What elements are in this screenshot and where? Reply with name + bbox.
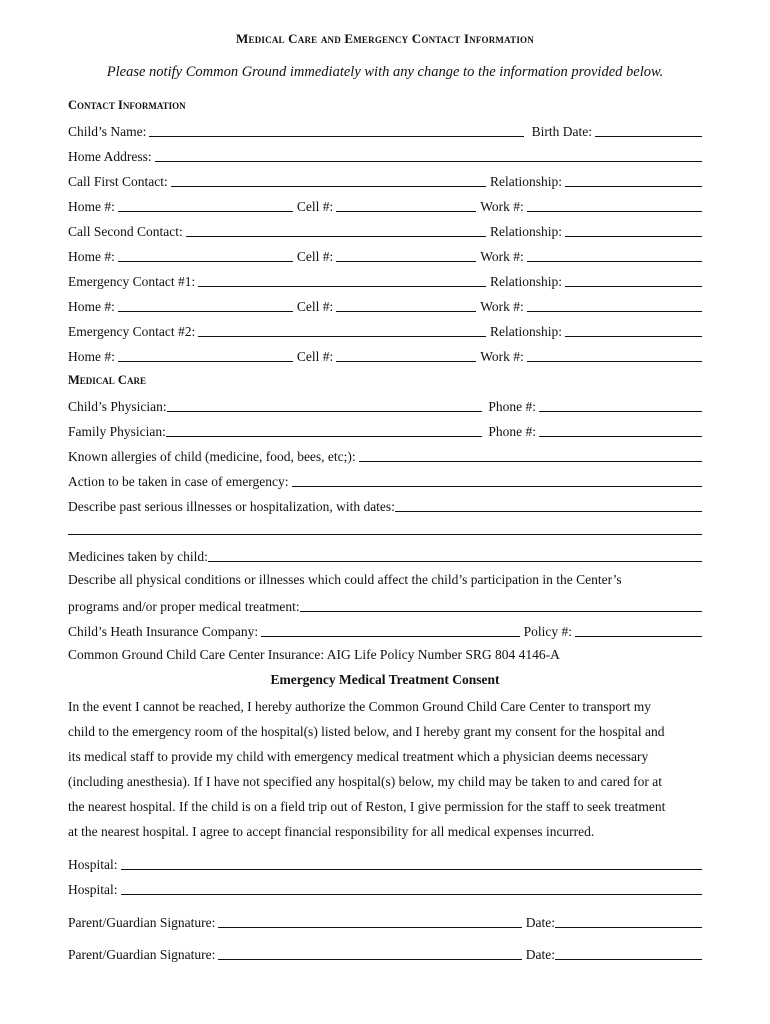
family-physician-row xyxy=(68,420,702,440)
medical-section-heading: Medical Care xyxy=(68,373,146,387)
signature-label: Parent/Guardian Signature: xyxy=(68,915,216,930)
childs-physician-field[interactable] xyxy=(167,397,483,412)
medicines-field[interactable] xyxy=(208,547,702,562)
consent-line: its medical staff to provide my child with emergency medical treatment which a physician deems necessary xyxy=(68,749,649,764)
hospital-label: Hospital: xyxy=(68,882,118,897)
medicines-row xyxy=(68,545,702,565)
first-home-phone-field[interactable] xyxy=(118,197,293,212)
work-phone-label: Work #: xyxy=(480,199,524,214)
insurance-company-field[interactable] xyxy=(261,622,520,637)
first-relationship-field[interactable] xyxy=(565,172,702,187)
cell-phone-label: Cell #: xyxy=(296,349,334,364)
emergency1-phones-row xyxy=(68,295,702,315)
home-address-row xyxy=(68,145,702,165)
signature2-date-field[interactable] xyxy=(555,945,702,960)
home-phone-label: Home #: xyxy=(68,199,115,214)
first-phones-row xyxy=(68,195,702,215)
date-label: Date: xyxy=(525,947,555,962)
first-work-phone-field[interactable] xyxy=(527,197,702,212)
illnesses-continuation-field[interactable] xyxy=(68,534,702,535)
illnesses-field[interactable] xyxy=(395,497,702,512)
emergency2-field[interactable] xyxy=(198,322,486,337)
date-label: Date: xyxy=(525,915,555,930)
policy-number-field[interactable] xyxy=(575,622,702,637)
change-notice: Please notify Common Ground immediately with any change to the information provided below. xyxy=(106,64,664,80)
phone-label: Phone #: xyxy=(488,424,536,439)
cell-phone-label: Cell #: xyxy=(296,199,334,214)
center-insurance-text: Common Ground Child Care Center Insurance: AIG Life Policy Number SRG 804 4146-A xyxy=(68,647,560,662)
emergency1-work-phone-field[interactable] xyxy=(527,297,702,312)
consent-line: at the nearest hospital. I agree to accept financial responsibility for all medical expenses incurred. xyxy=(68,824,595,839)
emergency-action-field[interactable] xyxy=(292,472,702,487)
emergency1-home-phone-field[interactable] xyxy=(118,297,293,312)
contact-section-heading: Contact Information xyxy=(68,98,186,112)
childs-physician-phone-field[interactable] xyxy=(539,397,702,412)
second-contact-label: Call Second Contact: xyxy=(68,224,183,239)
second-phones-row xyxy=(68,245,702,265)
hospital1-field[interactable] xyxy=(121,855,703,870)
family-physician-field[interactable] xyxy=(166,422,482,437)
emergency1-field[interactable] xyxy=(198,272,486,287)
hospital-label: Hospital: xyxy=(68,857,118,872)
insurance-company-label: Child’s Heath Insurance Company: xyxy=(68,624,259,639)
childs-physician-label: Child’s Physician: xyxy=(68,399,167,414)
allergies-label: Known allergies of child (medicine, food, bees, etc;): xyxy=(68,449,356,464)
emergency1-cell-phone-field[interactable] xyxy=(336,297,476,312)
relationship-label: Relationship: xyxy=(490,274,562,289)
child-name-row xyxy=(68,120,702,140)
phone-label: Phone #: xyxy=(488,399,536,414)
signature2-field[interactable] xyxy=(218,945,521,960)
signature-label: Parent/Guardian Signature: xyxy=(68,947,216,962)
consent-line: child to the emergency room of the hospital(s) listed below, and I hereby grant my consent for the hospital and xyxy=(68,724,665,739)
second-contact-row xyxy=(68,220,702,240)
consent-title: Emergency Medical Treatment Consent xyxy=(270,672,500,687)
medicines-label: Medicines taken by child: xyxy=(68,549,208,564)
illnesses-row xyxy=(68,495,702,515)
family-physician-phone-field[interactable] xyxy=(539,422,702,437)
emergency-action-row xyxy=(68,470,702,490)
second-cell-phone-field[interactable] xyxy=(336,247,476,262)
first-contact-label: Call First Contact: xyxy=(68,174,168,189)
work-phone-label: Work #: xyxy=(480,249,524,264)
cell-phone-label: Cell #: xyxy=(296,249,334,264)
cell-phone-label: Cell #: xyxy=(296,299,334,314)
work-phone-label: Work #: xyxy=(480,299,524,314)
illnesses-label: Describe past serious illnesses or hospitalization, with dates: xyxy=(68,499,395,514)
consent-paragraph xyxy=(68,694,728,844)
home-phone-label: Home #: xyxy=(68,299,115,314)
emergency-action-label: Action to be taken in case of emergency: xyxy=(68,474,289,489)
second-contact-field[interactable] xyxy=(186,222,486,237)
conditions-field[interactable] xyxy=(300,597,702,612)
signature1-date-field[interactable] xyxy=(555,913,702,928)
hospital2-row xyxy=(68,878,702,898)
relationship-label: Relationship: xyxy=(490,224,562,239)
emergency2-relationship-field[interactable] xyxy=(565,322,702,337)
second-work-phone-field[interactable] xyxy=(527,247,702,262)
birth-date-field[interactable] xyxy=(595,122,702,137)
emergency2-label: Emergency Contact #2: xyxy=(68,324,196,339)
emergency2-row xyxy=(68,320,702,340)
consent-line: (including anesthesia). If I have not specified any hospital(s) below, my child may be taken to and cared for at xyxy=(68,774,663,789)
home-phone-label: Home #: xyxy=(68,249,115,264)
emergency2-phones-row xyxy=(68,345,702,365)
first-contact-field[interactable] xyxy=(171,172,486,187)
emergency2-home-phone-field[interactable] xyxy=(118,347,293,362)
allergies-row xyxy=(68,445,702,465)
emergency1-relationship-field[interactable] xyxy=(565,272,702,287)
relationship-label: Relationship: xyxy=(490,324,562,339)
signature1-field[interactable] xyxy=(218,913,521,928)
second-home-phone-field[interactable] xyxy=(118,247,293,262)
conditions-label-line1: Describe all physical conditions or illnesses which could affect the child’s participation in the Center’s xyxy=(68,572,622,587)
birth-date-label: Birth Date: xyxy=(531,124,592,139)
first-contact-row xyxy=(68,170,702,190)
insurance-row xyxy=(68,620,702,640)
conditions-row xyxy=(68,595,702,615)
first-cell-phone-field[interactable] xyxy=(336,197,476,212)
consent-line: In the event I cannot be reached, I hereby authorize the Common Ground Child Care Center to transport my xyxy=(68,699,651,714)
emergency2-cell-phone-field[interactable] xyxy=(336,347,476,362)
childs-physician-row xyxy=(68,395,702,415)
signature1-row xyxy=(68,911,702,931)
home-address-label: Home Address: xyxy=(68,149,152,164)
policy-label: Policy #: xyxy=(523,624,572,639)
emergency1-label: Emergency Contact #1: xyxy=(68,274,196,289)
home-phone-label: Home #: xyxy=(68,349,115,364)
work-phone-label: Work #: xyxy=(480,349,524,364)
conditions-label-line2: programs and/or proper medical treatment: xyxy=(68,599,300,614)
page-title: Medical Care and Emergency Contact Information xyxy=(236,31,534,46)
signature2-row xyxy=(68,943,702,963)
home-address-field[interactable] xyxy=(155,147,702,162)
emergency1-row xyxy=(68,270,702,290)
relationship-label: Relationship: xyxy=(490,174,562,189)
family-physician-label: Family Physician: xyxy=(68,424,166,439)
child-name-field[interactable] xyxy=(149,122,523,137)
hospital2-field[interactable] xyxy=(121,880,703,895)
allergies-field[interactable] xyxy=(359,447,702,462)
second-relationship-field[interactable] xyxy=(565,222,702,237)
consent-line: the nearest hospital. If the child is on a field trip out of Reston, I give permission for the staff to seek treatment xyxy=(68,799,666,814)
child-name-label: Child’s Name: xyxy=(68,124,147,139)
hospital1-row xyxy=(68,853,702,873)
emergency2-work-phone-field[interactable] xyxy=(527,347,702,362)
